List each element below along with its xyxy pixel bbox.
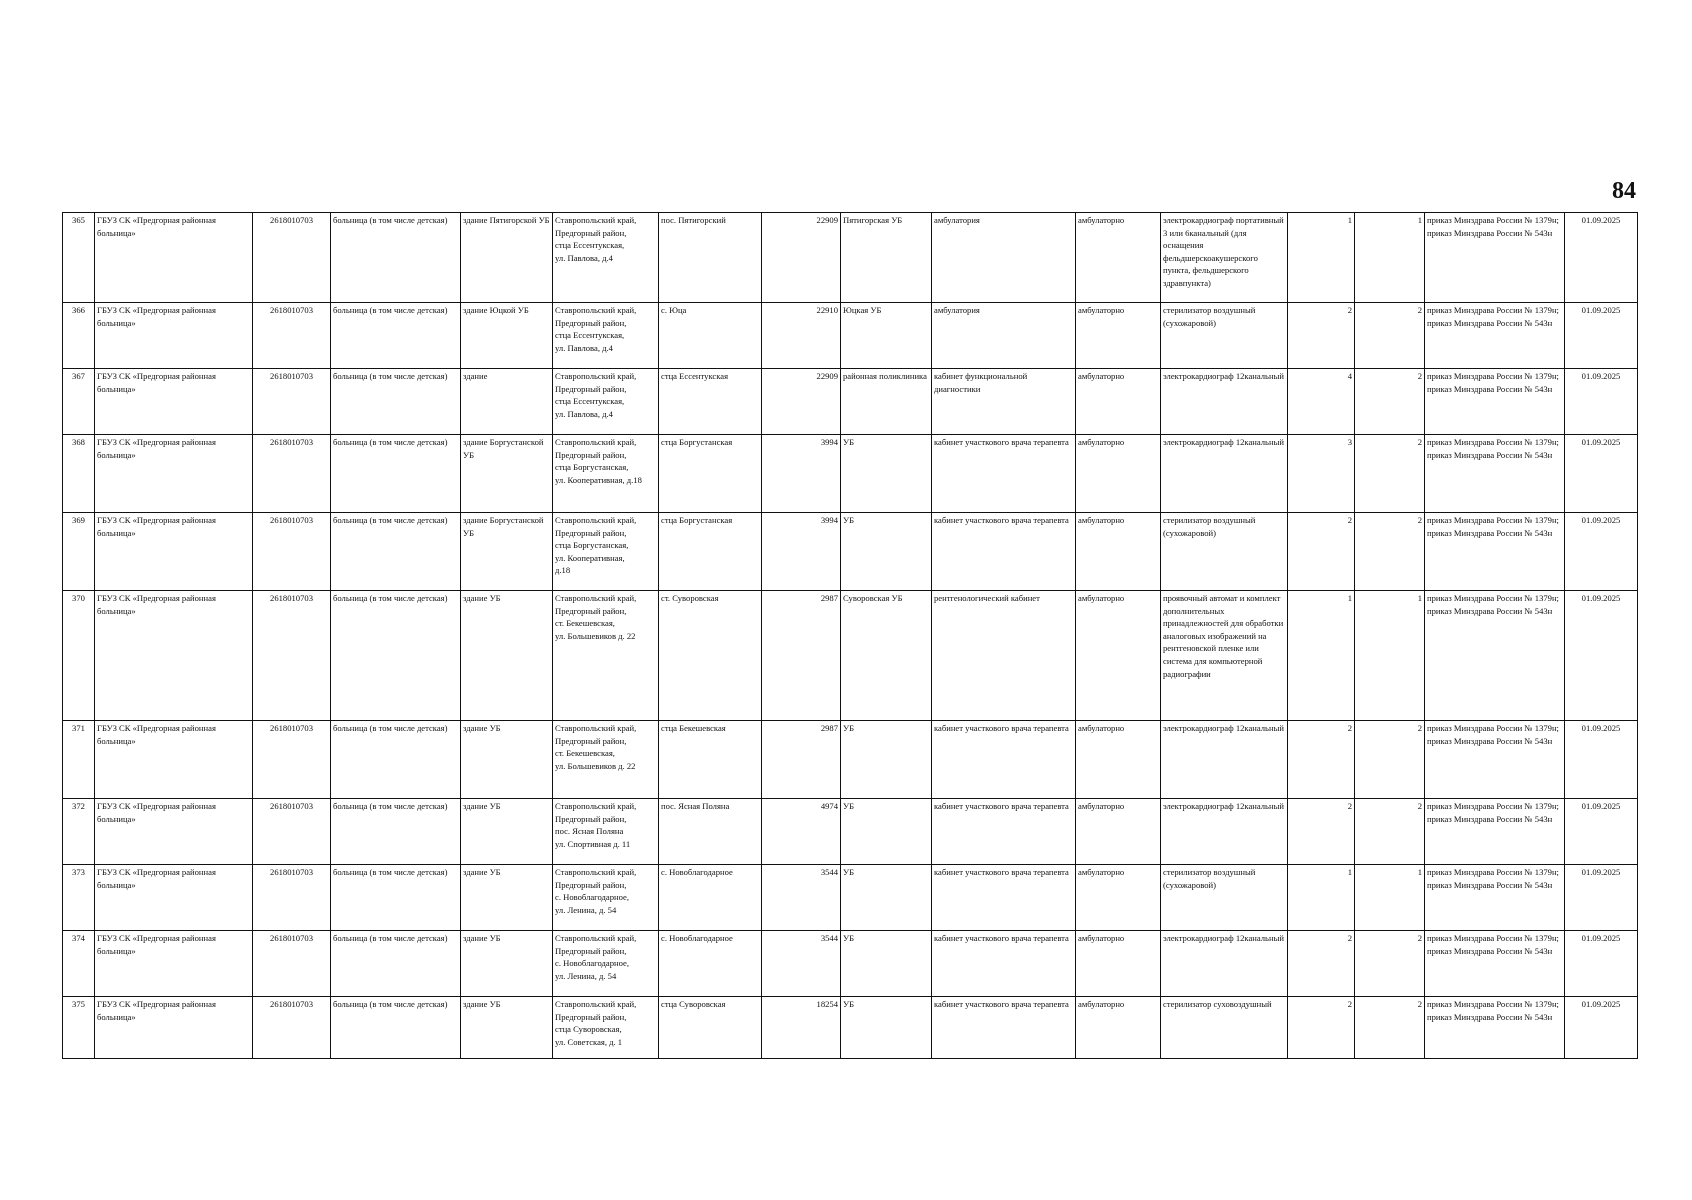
legal-basis-cell: приказ Минздрава России № 1379н; приказ Минздрава России № 543н [1425,435,1565,513]
quantity-available-cell: 2 [1355,303,1425,369]
quantity-available-cell: 2 [1355,435,1425,513]
date-cell: 01.09.2025 [1565,799,1638,865]
date-cell: 01.09.2025 [1565,303,1638,369]
organization-name-cell: ГБУЗ СК «Предгорная районная больница» [95,303,253,369]
address-cell: Ставропольский край, Предгорный район, стца Суворовская, ул. Советская, д. 1 [553,997,659,1059]
room-name-cell: амбулатория [932,303,1076,369]
equipment-name-cell: стерилизатор воздушный (сухожаровой) [1161,865,1288,931]
quantity-required-cell: 2 [1288,997,1355,1059]
legal-basis-cell: приказ Минздрава России № 1379н; приказ Минздрава России № 543н [1425,369,1565,435]
quantity-available-cell: 2 [1355,721,1425,799]
table-row [63,997,1638,1059]
building-name-cell: здание УБ [461,997,553,1059]
address-cell: Ставропольский край, Предгорный район, стца Боргустанская, ул. Кооперативная, д.18 [553,513,659,591]
inn-code-cell: 2618010703 [253,435,331,513]
legal-basis-cell: приказ Минздрава России № 1379н; приказ Минздрава России № 543н [1425,213,1565,303]
equipment-name-cell: электрокардиограф 12канальный [1161,369,1288,435]
inn-code-cell: 2618010703 [253,799,331,865]
quantity-available-cell: 1 [1355,213,1425,303]
quantity-required-cell: 2 [1288,513,1355,591]
date-cell: 01.09.2025 [1565,213,1638,303]
register-body [63,213,1638,1059]
facility-type-cell: больница (в том числе детская) [331,931,461,997]
building-name-cell: здание Пятигорской УБ [461,213,553,303]
table-row [63,369,1638,435]
row-number-cell: 367 [63,369,95,435]
care-conditions-cell: амбулаторно [1076,369,1161,435]
quantity-required-cell: 1 [1288,591,1355,721]
address-cell: Ставропольский край, Предгорный район, с. Новоблагодарное, ул. Ленина, д. 54 [553,931,659,997]
room-name-cell: рентгенологический кабинет [932,591,1076,721]
organization-name-cell: ГБУЗ СК «Предгорная районная больница» [95,369,253,435]
population-cell: 18254 [762,997,841,1059]
room-name-cell: кабинет участкового врача терапевта [932,931,1076,997]
care-conditions-cell: амбулаторно [1076,303,1161,369]
facility-type-cell: больница (в том числе детская) [331,799,461,865]
care-conditions-cell: амбулаторно [1076,513,1161,591]
legal-basis-cell: приказ Минздрава России № 1379н; приказ Минздрава России № 543н [1425,513,1565,591]
equipment-name-cell: проявочный автомат и комплект дополнительных принадлежностей для обработки аналоговых изображений на рентгеновской пленке или система для компьютерной радиографии [1161,591,1288,721]
row-number-cell: 366 [63,303,95,369]
table-row [63,721,1638,799]
care-conditions-cell: амбулаторно [1076,721,1161,799]
legal-basis-cell: приказ Минздрава России № 1379н; приказ Минздрава России № 543н [1425,799,1565,865]
locality-cell: стца Ессентукская [659,369,762,435]
locality-cell: с. Новоблагодарное [659,931,762,997]
population-cell: 22910 [762,303,841,369]
equipment-name-cell: электрокардиограф портативный 3 или 6канальный (для оснащения фельдшерскоакушерского пункта, фельдшерского здравпункта) [1161,213,1288,303]
organization-name-cell: ГБУЗ СК «Предгорная районная больница» [95,997,253,1059]
inn-code-cell: 2618010703 [253,931,331,997]
equipment-name-cell: электрокардиограф 12канальный [1161,931,1288,997]
room-name-cell: кабинет участкового врача терапевта [932,721,1076,799]
care-conditions-cell: амбулаторно [1076,799,1161,865]
address-cell: Ставропольский край, Предгорный район, пос. Ясная Поляна ул. Спортивная д. 11 [553,799,659,865]
population-cell: 2987 [762,721,841,799]
legal-basis-cell: приказ Минздрава России № 1379н; приказ Минздрава России № 543н [1425,303,1565,369]
population-cell: 3544 [762,931,841,997]
legal-basis-cell: приказ Минздрава России № 1379н; приказ Минздрава России № 543н [1425,997,1565,1059]
care-conditions-cell: амбулаторно [1076,997,1161,1059]
legal-basis-cell: приказ Минздрава России № 1379н; приказ Минздрава России № 543н [1425,931,1565,997]
subdivision-cell: Пятигорская УБ [841,213,932,303]
locality-cell: с. Новоблагодарное [659,865,762,931]
table-row [63,213,1638,303]
inn-code-cell: 2618010703 [253,997,331,1059]
date-cell: 01.09.2025 [1565,997,1638,1059]
equipment-name-cell: стерилизатор воздушный (сухожаровой) [1161,513,1288,591]
address-cell: Ставропольский край, Предгорный район, стца Ессентукская, ул. Павлова, д.4 [553,213,659,303]
subdivision-cell: Суворовская УБ [841,591,932,721]
row-number-cell: 372 [63,799,95,865]
subdivision-cell: УБ [841,799,932,865]
room-name-cell: амбулатория [932,213,1076,303]
inn-code-cell: 2618010703 [253,591,331,721]
date-cell: 01.09.2025 [1565,369,1638,435]
facility-type-cell: больница (в том числе детская) [331,369,461,435]
date-cell: 01.09.2025 [1565,721,1638,799]
care-conditions-cell: амбулаторно [1076,591,1161,721]
table-row [63,799,1638,865]
facility-type-cell: больница (в том числе детская) [331,997,461,1059]
organization-name-cell: ГБУЗ СК «Предгорная районная больница» [95,931,253,997]
date-cell: 01.09.2025 [1565,435,1638,513]
quantity-available-cell: 2 [1355,799,1425,865]
row-number-cell: 375 [63,997,95,1059]
building-name-cell: здание УБ [461,931,553,997]
facility-type-cell: больница (в том числе детская) [331,213,461,303]
equipment-name-cell: стерилизатор суховоздушный [1161,997,1288,1059]
facility-type-cell: больница (в том числе детская) [331,721,461,799]
organization-name-cell: ГБУЗ СК «Предгорная районная больница» [95,513,253,591]
locality-cell: пос. Пятигорский [659,213,762,303]
equipment-name-cell: электрокардиограф 12канальный [1161,435,1288,513]
inn-code-cell: 2618010703 [253,303,331,369]
facility-type-cell: больница (в том числе детская) [331,591,461,721]
locality-cell: ст. Суворовская [659,591,762,721]
facility-type-cell: больница (в том числе детская) [331,303,461,369]
date-cell: 01.09.2025 [1565,513,1638,591]
building-name-cell: здание Боргустанской УБ [461,513,553,591]
care-conditions-cell: амбулаторно [1076,931,1161,997]
table-row [63,303,1638,369]
locality-cell: стца Бекешевская [659,721,762,799]
row-number-cell: 370 [63,591,95,721]
care-conditions-cell: амбулаторно [1076,865,1161,931]
room-name-cell: кабинет участкового врача терапевта [932,435,1076,513]
organization-name-cell: ГБУЗ СК «Предгорная районная больница» [95,865,253,931]
subdivision-cell: УБ [841,435,932,513]
address-cell: Ставропольский край, Предгорный район, с. Новоблагодарное, ул. Ленина, д. 54 [553,865,659,931]
room-name-cell: кабинет участкового врача терапевта [932,799,1076,865]
organization-name-cell: ГБУЗ СК «Предгорная районная больница» [95,213,253,303]
building-name-cell: здание Боргустанской УБ [461,435,553,513]
quantity-available-cell: 2 [1355,369,1425,435]
row-number-cell: 369 [63,513,95,591]
organization-name-cell: ГБУЗ СК «Предгорная районная больница» [95,721,253,799]
care-conditions-cell: амбулаторно [1076,213,1161,303]
row-number-cell: 373 [63,865,95,931]
equipment-name-cell: стерилизатор воздушный (сухожаровой) [1161,303,1288,369]
date-cell: 01.09.2025 [1565,591,1638,721]
address-cell: Ставропольский край, Предгорный район, ст. Бекешевская, ул. Большевиков д. 22 [553,591,659,721]
subdivision-cell: УБ [841,931,932,997]
building-name-cell: здание [461,369,553,435]
quantity-available-cell: 2 [1355,931,1425,997]
subdivision-cell: УБ [841,865,932,931]
address-cell: Ставропольский край, Предгорный район, ст. Бекешевская, ул. Большевиков д. 22 [553,721,659,799]
locality-cell: с. Юца [659,303,762,369]
building-name-cell: здание УБ [461,591,553,721]
room-name-cell: кабинет участкового врача терапевта [932,865,1076,931]
equipment-name-cell: электрокардиограф 12канальный [1161,721,1288,799]
quantity-available-cell: 1 [1355,591,1425,721]
room-name-cell: кабинет участкового врача терапевта [932,997,1076,1059]
row-number-cell: 368 [63,435,95,513]
page-number: 84 [1612,178,1636,204]
care-conditions-cell: амбулаторно [1076,435,1161,513]
inn-code-cell: 2618010703 [253,721,331,799]
population-cell: 3994 [762,513,841,591]
quantity-required-cell: 1 [1288,213,1355,303]
locality-cell: стца Боргустанская [659,435,762,513]
quantity-required-cell: 2 [1288,799,1355,865]
quantity-required-cell: 2 [1288,303,1355,369]
facility-type-cell: больница (в том числе детская) [331,435,461,513]
locality-cell: пос. Ясная Поляна [659,799,762,865]
equipment-name-cell: электрокардиограф 12канальный [1161,799,1288,865]
organization-name-cell: ГБУЗ СК «Предгорная районная больница» [95,435,253,513]
inn-code-cell: 2618010703 [253,213,331,303]
address-cell: Ставропольский край, Предгорный район, стца Боргустанская, ул. Кооперативная, д.18 [553,435,659,513]
legal-basis-cell: приказ Минздрава России № 1379н; приказ Минздрава России № 543н [1425,865,1565,931]
locality-cell: стца Боргустанская [659,513,762,591]
inn-code-cell: 2618010703 [253,513,331,591]
subdivision-cell: УБ [841,721,932,799]
date-cell: 01.09.2025 [1565,865,1638,931]
table-row [63,591,1638,721]
table-row [63,513,1638,591]
row-number-cell: 374 [63,931,95,997]
equipment-register-table [62,212,1638,1059]
population-cell: 4974 [762,799,841,865]
quantity-available-cell: 1 [1355,865,1425,931]
row-number-cell: 371 [63,721,95,799]
quantity-required-cell: 1 [1288,865,1355,931]
date-cell: 01.09.2025 [1565,931,1638,997]
population-cell: 3544 [762,865,841,931]
building-name-cell: здание УБ [461,799,553,865]
legal-basis-cell: приказ Минздрава России № 1379н; приказ Минздрава России № 543н [1425,591,1565,721]
organization-name-cell: ГБУЗ СК «Предгорная районная больница» [95,591,253,721]
building-name-cell: здание Юцкой УБ [461,303,553,369]
quantity-available-cell: 2 [1355,997,1425,1059]
subdivision-cell: УБ [841,997,932,1059]
population-cell: 22909 [762,213,841,303]
population-cell: 2987 [762,591,841,721]
quantity-required-cell: 2 [1288,721,1355,799]
building-name-cell: здание УБ [461,721,553,799]
facility-type-cell: больница (в том числе детская) [331,865,461,931]
subdivision-cell: Юцкая УБ [841,303,932,369]
locality-cell: стца Суворовская [659,997,762,1059]
inn-code-cell: 2618010703 [253,865,331,931]
row-number-cell: 365 [63,213,95,303]
table-row [63,865,1638,931]
room-name-cell: кабинет функциональной диагностики [932,369,1076,435]
inn-code-cell: 2618010703 [253,369,331,435]
building-name-cell: здание УБ [461,865,553,931]
address-cell: Ставропольский край, Предгорный район, стца Ессентукская, ул. Павлова, д.4 [553,303,659,369]
room-name-cell: кабинет участкового врача терапевта [932,513,1076,591]
quantity-required-cell: 4 [1288,369,1355,435]
facility-type-cell: больница (в том числе детская) [331,513,461,591]
subdivision-cell: районная поликлиника [841,369,932,435]
address-cell: Ставропольский край, Предгорный район, стца Ессентукская, ул. Павлова, д.4 [553,369,659,435]
table-row [63,931,1638,997]
quantity-required-cell: 2 [1288,931,1355,997]
quantity-required-cell: 3 [1288,435,1355,513]
legal-basis-cell: приказ Минздрава России № 1379н; приказ Минздрава России № 543н [1425,721,1565,799]
population-cell: 3994 [762,435,841,513]
quantity-available-cell: 2 [1355,513,1425,591]
organization-name-cell: ГБУЗ СК «Предгорная районная больница» [95,799,253,865]
table-row [63,435,1638,513]
population-cell: 22909 [762,369,841,435]
subdivision-cell: УБ [841,513,932,591]
